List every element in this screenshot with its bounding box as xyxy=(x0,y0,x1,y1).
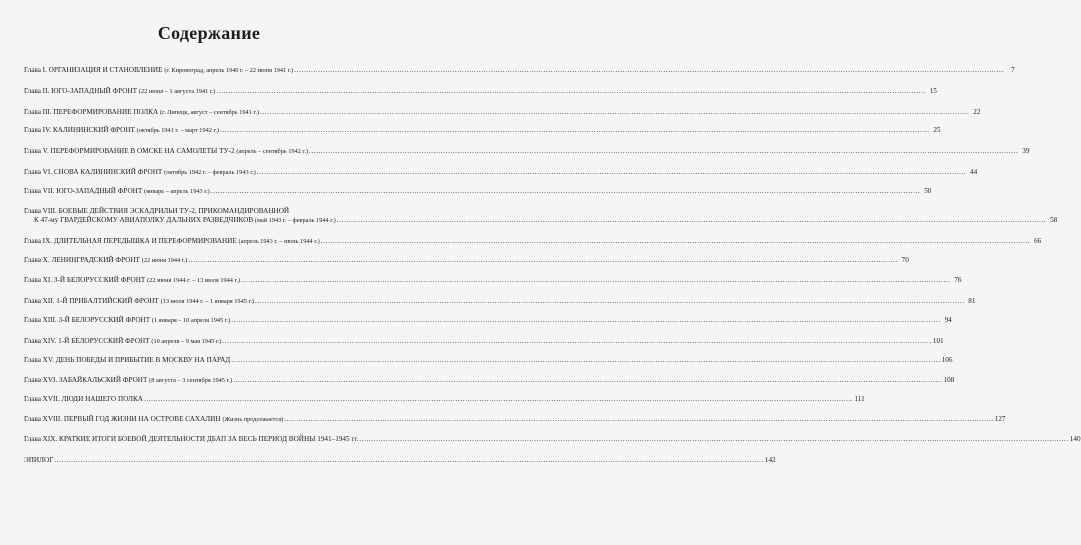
chapter-number: Глава XI. xyxy=(24,276,53,284)
chapter-title: ЮГО-ЗАПАДНЫЙ ФРОНТ xyxy=(51,87,138,95)
toc-entry-line xyxy=(24,356,953,365)
chapter-number: Глава XII. xyxy=(24,297,55,305)
chapter-title: СНОВА КАЛИНИНСКИЙ ФРОНТ xyxy=(53,168,163,176)
toc-entry-text xyxy=(24,207,289,216)
page-number: 15 xyxy=(929,87,937,95)
toc-entry-line xyxy=(24,126,941,135)
toc-entry[interactable] xyxy=(24,376,955,385)
chapter-period: (апрель 1943 г. – июнь 1944 г.) xyxy=(238,238,320,245)
chapter-number: Глава III. xyxy=(24,108,52,116)
chapter-title: ПЕРЕФОРМИРОВАНИЕ В ОМСКЕ НА САМОЛЕТЫ ТУ-2 xyxy=(50,147,235,155)
page-number: 108 xyxy=(943,376,955,384)
page-number: 44 xyxy=(970,168,978,176)
chapter-title: ДЕНЬ ПОБЕДЫ И ПРИБЫТИЕ В МОСКВУ НА ПАРАД xyxy=(55,356,231,364)
chapter-number: Глава XIV. xyxy=(24,337,57,345)
chapter-period: (январь – апрель 1943 г.) xyxy=(144,188,210,195)
page-number: 50 xyxy=(924,187,932,195)
dot-leader xyxy=(321,237,1030,246)
toc-entry[interactable] xyxy=(24,66,1015,75)
dot-leader xyxy=(220,126,929,135)
dot-leader xyxy=(54,456,763,465)
toc-entry-line xyxy=(24,316,952,325)
toc-entry-text xyxy=(34,216,336,225)
chapter-title: ПЕРВЫЙ ГОД ЖИЗНИ НА ОСТРОВЕ САХАЛИН xyxy=(63,415,221,423)
toc-entry-text xyxy=(24,415,283,424)
toc-entry[interactable] xyxy=(24,237,1042,246)
toc-entry-line xyxy=(24,168,978,177)
chapter-number: Глава XIII. xyxy=(24,316,57,324)
toc-entry-text xyxy=(24,126,219,135)
toc-entry-line xyxy=(24,456,776,465)
chapter-number: Глава IX. xyxy=(24,237,53,245)
dot-leader xyxy=(188,256,897,265)
chapter-number: Глава XVII. xyxy=(24,395,60,403)
toc-entry[interactable] xyxy=(24,435,1081,444)
chapter-number: Глава I. xyxy=(24,66,47,74)
chapter-period: (октябрь 1941 г. – март 1942 г.) xyxy=(136,127,220,134)
toc-entry[interactable] xyxy=(24,187,932,196)
dot-leader xyxy=(144,395,853,404)
dot-leader xyxy=(284,415,993,424)
chapter-title: 3-Й БЕЛОРУССКИЙ ФРОНТ xyxy=(58,316,151,324)
page-number: 127 xyxy=(994,415,1006,423)
page-number: 142 xyxy=(764,456,776,464)
toc-entry-text xyxy=(24,168,256,177)
dot-leader xyxy=(211,187,920,196)
toc-entry-line xyxy=(24,376,955,385)
page-number: 101 xyxy=(932,337,944,345)
chapter-title: ЛЕНИНГРАДСКИЙ ФРОНТ xyxy=(51,256,140,264)
toc-entry-line xyxy=(24,256,909,265)
chapter-period: (13 июля 1944 г. – 1 января 1945 г.) xyxy=(160,298,254,305)
toc-entry-text xyxy=(24,356,230,365)
toc-entry-text xyxy=(24,256,187,265)
chapter-period: (8 августа – 3 сентября 1945 г.) xyxy=(149,377,233,384)
chapter-number: Глава XIX. xyxy=(24,435,58,443)
chapter-title: ЗАБАЙКАЛЬСКИЙ ФРОНТ xyxy=(59,376,148,384)
toc-entry[interactable] xyxy=(24,415,1006,424)
toc-entry-text xyxy=(24,66,293,75)
page-number: 7 xyxy=(1011,66,1015,74)
page-number: 140 xyxy=(1069,435,1081,443)
dot-leader xyxy=(337,216,1046,225)
toc-entry-text xyxy=(24,147,308,156)
chapter-period: (22 июня – 1 августа 1941 г.) xyxy=(138,88,216,95)
toc-entry-text xyxy=(24,395,143,404)
dot-leader xyxy=(216,87,925,96)
toc-entry[interactable] xyxy=(24,356,953,365)
toc-entry-text xyxy=(24,456,53,465)
toc-entry[interactable] xyxy=(24,126,941,135)
dot-leader xyxy=(309,147,1018,156)
page-number: 22 xyxy=(973,108,981,116)
chapter-period: (октябрь 1942 г. – февраль 1943 г.) xyxy=(164,169,256,176)
toc-entry-text xyxy=(24,297,254,306)
toc-entry-line xyxy=(24,216,1058,225)
chapter-number: Глава X. xyxy=(24,256,50,264)
toc-entry-line xyxy=(24,237,1042,246)
page-number: 81 xyxy=(968,297,976,305)
chapter-title-continued: К 47-му ГВАРДЕЙСКОМУ АВИАПОЛКУ ДАЛЬНИХ РАЗВЕДЧИКОВ xyxy=(34,216,254,224)
toc-entry-line xyxy=(24,337,944,346)
toc-entry-line xyxy=(24,66,1015,75)
dot-leader xyxy=(255,297,964,306)
chapter-period: (апрель – сентябрь 1942 г.) xyxy=(236,148,308,155)
toc-entry[interactable] xyxy=(24,337,944,346)
chapter-period: (1 января – 10 апреля 1945 г.) xyxy=(151,317,231,324)
page-number: 39 xyxy=(1022,147,1030,155)
toc-entry[interactable] xyxy=(24,297,976,306)
chapter-number: Глава VIII. xyxy=(24,207,57,215)
toc-entry[interactable] xyxy=(24,276,962,285)
dot-leader xyxy=(260,108,969,117)
chapter-title: ЮГО-ЗАПАДНЫЙ ФРОНТ xyxy=(56,187,143,195)
page-number: 58 xyxy=(1050,216,1058,224)
chapter-period: (г. Кировоград, апрель 1940 г. – 22 июня 1941 г.) xyxy=(164,67,294,74)
chapter-title: ЛЮДИ НАШЕГО ПОЛКА xyxy=(61,395,143,403)
toc-entry-text xyxy=(24,276,240,285)
dot-leader xyxy=(359,435,1068,444)
toc-entry[interactable] xyxy=(24,395,865,404)
page-number: 106 xyxy=(941,356,953,364)
toc-entry-line xyxy=(24,395,865,404)
toc-entry-line xyxy=(24,415,1006,424)
toc-entry[interactable] xyxy=(24,147,1030,156)
chapter-number: Глава XVI. xyxy=(24,376,58,384)
page-number: 94 xyxy=(944,316,952,324)
dot-leader xyxy=(231,316,940,325)
chapter-number: Глава VI. xyxy=(24,168,53,176)
chapter-title: ДЛИТЕЛЬНАЯ ПЕРЕДЫШКА И ПЕРЕФОРМИРОВАНИЕ xyxy=(53,237,237,245)
chapter-number: Глава VII. xyxy=(24,187,55,195)
chapter-number: Глава II. xyxy=(24,87,50,95)
chapter-number: Глава XVIII. xyxy=(24,415,63,423)
chapter-title: БОЕВЫЕ ДЕЙСТВИЯ ЭСКАДРИЛЬИ ТУ-2, ПРИКОМАНДИРОВАННОЙ xyxy=(58,207,290,215)
chapter-title: КРАТКИЕ ИТОГИ БОЕВОЙ ДЕЯТЕЛЬНОСТИ ДБАП ЗА ВЕСЬ ПЕРИОД ВОЙНЫ 1941–1945 гг. xyxy=(59,435,359,443)
chapter-title: 3-Й БЕЛОРУССКИЙ ФРОНТ xyxy=(53,276,146,284)
toc-entry-text xyxy=(24,337,221,346)
toc-entry-text xyxy=(24,316,230,325)
chapter-period: (10 апреля – 9 мая 1945 г.) xyxy=(151,338,222,345)
chapter-title: ОРГАНИЗАЦИЯ И СТАНОВЛЕНИЕ xyxy=(48,66,163,74)
chapter-period: (май 1943 г. – февраль 1944 г.) xyxy=(254,217,336,224)
toc-entry-text xyxy=(24,376,232,385)
chapter-number: Глава V. xyxy=(24,147,49,155)
toc-entry[interactable] xyxy=(24,207,1058,225)
chapter-number: Глава XV. xyxy=(24,356,54,364)
page-number: 70 xyxy=(901,256,909,264)
toc-entry-line xyxy=(24,108,981,117)
toc-entry-text xyxy=(24,87,215,96)
toc-entry-text xyxy=(24,108,259,117)
chapter-period: (Жизнь продолжается) xyxy=(222,416,284,423)
toc-entry-line xyxy=(24,87,937,96)
toc-entry[interactable] xyxy=(24,87,937,96)
page-number: 111 xyxy=(854,395,865,403)
dot-leader xyxy=(294,66,1003,75)
chapter-title: 1-Й ПРИБАЛТИЙСКИЙ ФРОНТ xyxy=(56,297,159,305)
toc-entry[interactable] xyxy=(24,456,776,465)
toc-entry[interactable] xyxy=(24,256,909,265)
chapter-period: (22 июня 1944 г.) xyxy=(141,257,188,264)
toc-entry-line xyxy=(24,297,976,306)
chapter-title: ПЕРЕФОРМИРОВАНИЕ ПОЛКА xyxy=(53,108,159,116)
chapter-period: (г. Липецк, август – сентябрь 1941 г.) xyxy=(160,109,259,116)
dot-leader xyxy=(233,376,942,385)
page-number: 76 xyxy=(954,276,962,284)
chapter-title: 1-Й БЕЛОРУССКИЙ ФРОНТ xyxy=(58,337,150,345)
toc-entry-line xyxy=(24,147,1030,156)
dot-leader xyxy=(231,356,940,365)
dot-leader xyxy=(241,276,950,285)
dot-leader xyxy=(257,168,966,177)
toc-entry-line xyxy=(24,207,394,216)
toc-entry-line xyxy=(24,187,932,196)
toc-entry-text xyxy=(24,237,320,246)
toc-entry-text xyxy=(24,435,358,444)
page-title: Содержание xyxy=(157,23,261,43)
toc-entry-text xyxy=(24,187,210,196)
page-number: 25 xyxy=(933,126,941,134)
toc-entry-line xyxy=(24,276,962,285)
toc-entry[interactable] xyxy=(24,316,952,325)
chapter-title: ЭПИЛОГ xyxy=(24,456,54,464)
toc-entry-line xyxy=(24,435,1081,444)
chapter-title: КАЛИНИНСКИЙ ФРОНТ xyxy=(52,126,135,134)
toc-entry[interactable] xyxy=(24,108,981,117)
page-number: 66 xyxy=(1034,237,1042,245)
chapter-number: Глава IV. xyxy=(24,126,52,134)
chapter-period: (22 июня 1944 г. – 13 июля 1944 г.) xyxy=(147,277,241,284)
dot-leader xyxy=(222,337,931,346)
toc-entry[interactable] xyxy=(24,168,978,177)
